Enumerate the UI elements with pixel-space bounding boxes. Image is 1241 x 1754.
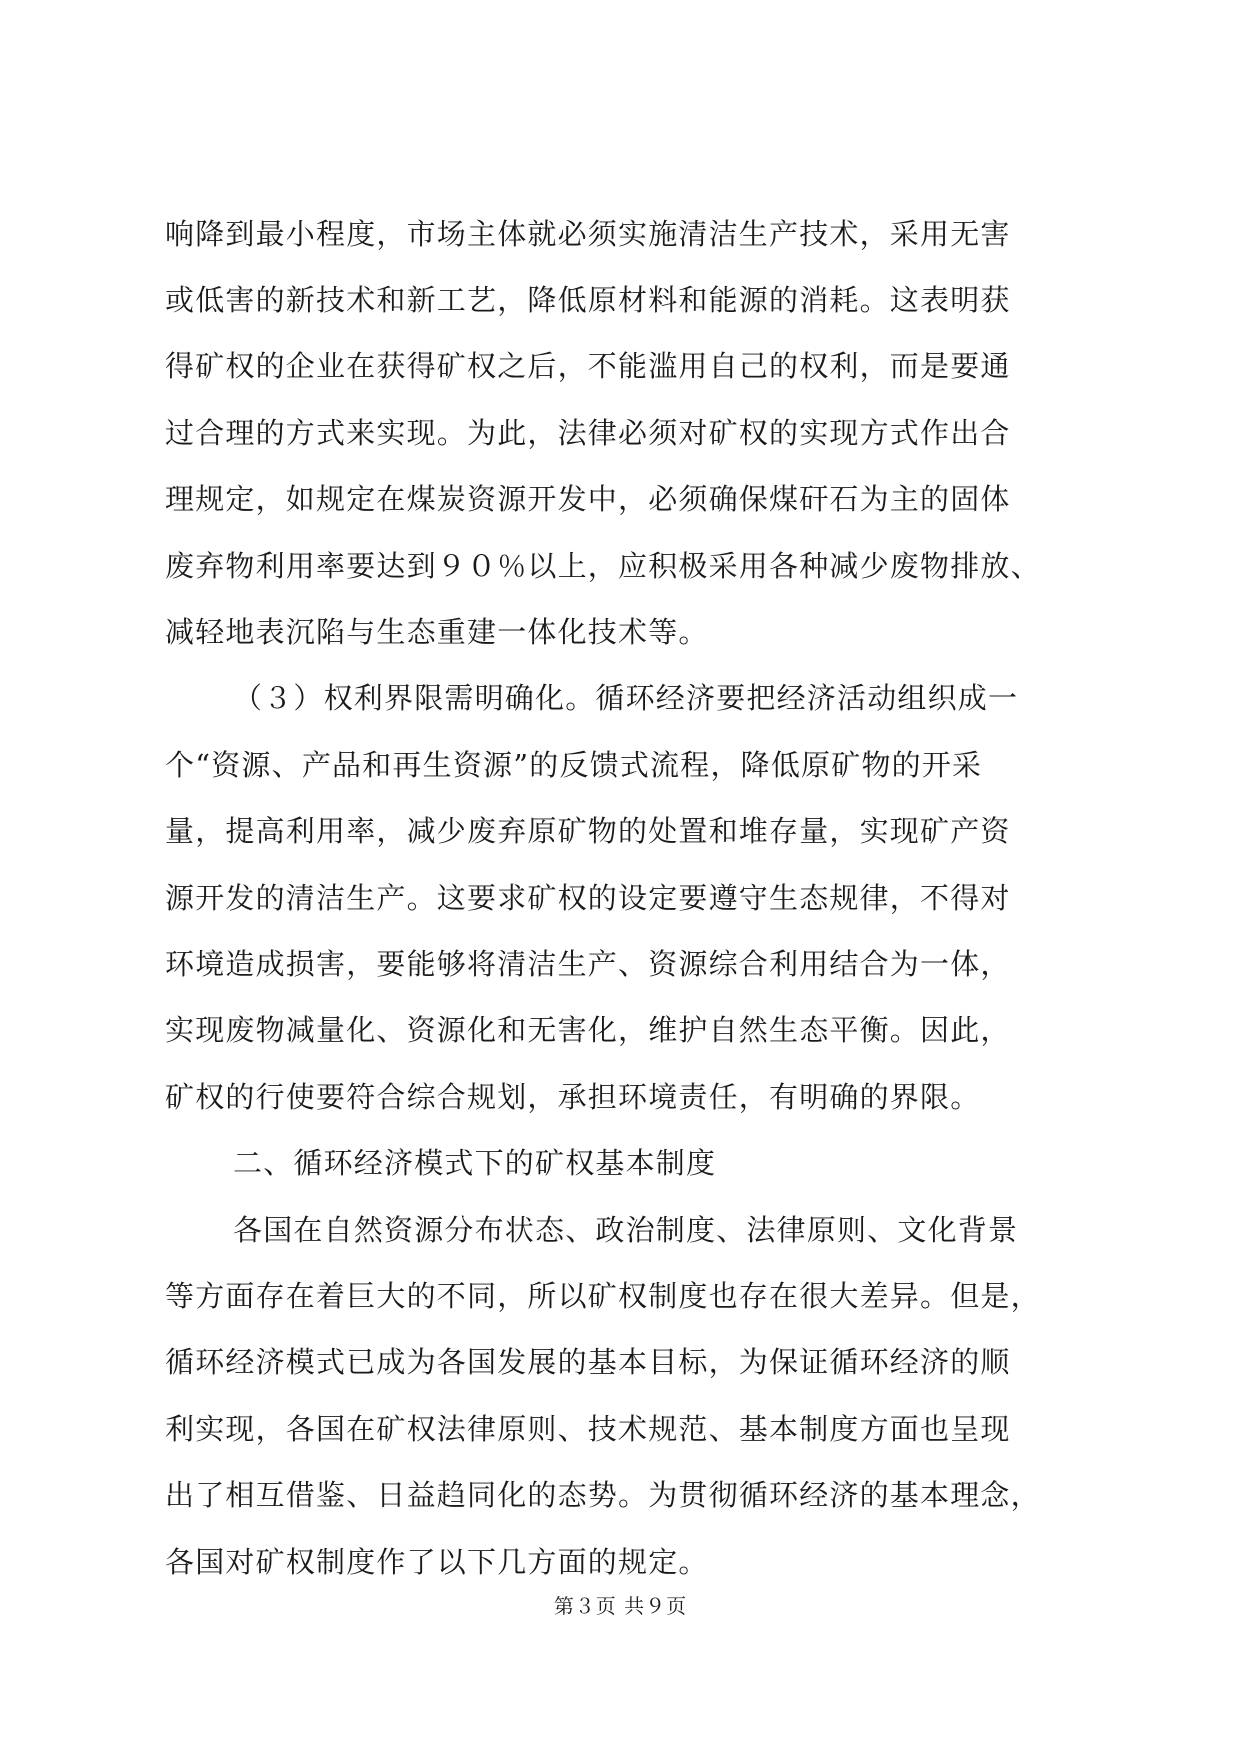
text-line: 各国对矿权制度作了以下几方面的规定。	[165, 1545, 709, 1579]
text-line: 或低害的新技术和新工艺，降低原材料和能源的消耗。这表明获	[165, 283, 1011, 317]
text-line: 实现废物减量化、资源化和无害化，维护自然生态平衡。因此，	[165, 1013, 1011, 1047]
text-line: 响降到最小程度，市场主体就必须实施清洁生产技术，采用无害	[165, 217, 1011, 251]
text-line: 矿权的行使要符合综合规划，承担环境责任，有明确的界限。	[165, 1080, 981, 1114]
text-line: 各国在自然资源分布状态、政治制度、法律原则、文化背景	[233, 1213, 1019, 1247]
text-line: 等方面存在着巨大的不同，所以矿权制度也存在很大差异。但是，	[165, 1279, 1041, 1313]
text-line: 量，提高利用率，减少废弃原矿物的处置和堆存量，实现矿产资	[165, 814, 1011, 848]
page-number-footer: 第３页 共９页	[553, 1594, 688, 1618]
text-line: 源开发的清洁生产。这要求矿权的设定要遵守生态规律，不得对	[165, 881, 1011, 915]
text-line: 环境造成损害，要能够将清洁生产、资源综合利用结合为一体，	[165, 947, 1011, 981]
section-heading: 二、循环经济模式下的矿权基本制度	[233, 1146, 717, 1180]
text-line: 利实现，各国在矿权法律原则、技术规范、基本制度方面也呈现	[165, 1412, 1011, 1446]
text-line: 减轻地表沉陷与生态重建一体化技术等。	[165, 615, 709, 649]
text-line: 循环经济模式已成为各国发展的基本目标，为保证循环经济的顺	[165, 1345, 1011, 1379]
text-line: 得矿权的企业在获得矿权之后，不能滥用自己的权利，而是要通	[165, 349, 1011, 383]
text-line: 个“资源、产品和再生资源”的反馈式流程，降低原矿物的开采	[165, 748, 983, 782]
paragraph-heading-3: （３）权利界限需明确化。循环经济要把经济活动组织成一	[233, 681, 1019, 715]
text-line: 废弃物利用率要达到９０％以上，应积极采用各种减少废物排放、	[165, 549, 1041, 583]
text-line: 出了相互借鉴、日益趋同化的态势。为贯彻循环经济的基本理念，	[165, 1478, 1041, 1512]
text-line: 过合理的方式来实现。为此，法律必须对矿权的实现方式作出合	[165, 416, 1011, 450]
text-line: 理规定，如规定在煤炭资源开发中，必须确保煤矸石为主的固体	[165, 482, 1011, 516]
